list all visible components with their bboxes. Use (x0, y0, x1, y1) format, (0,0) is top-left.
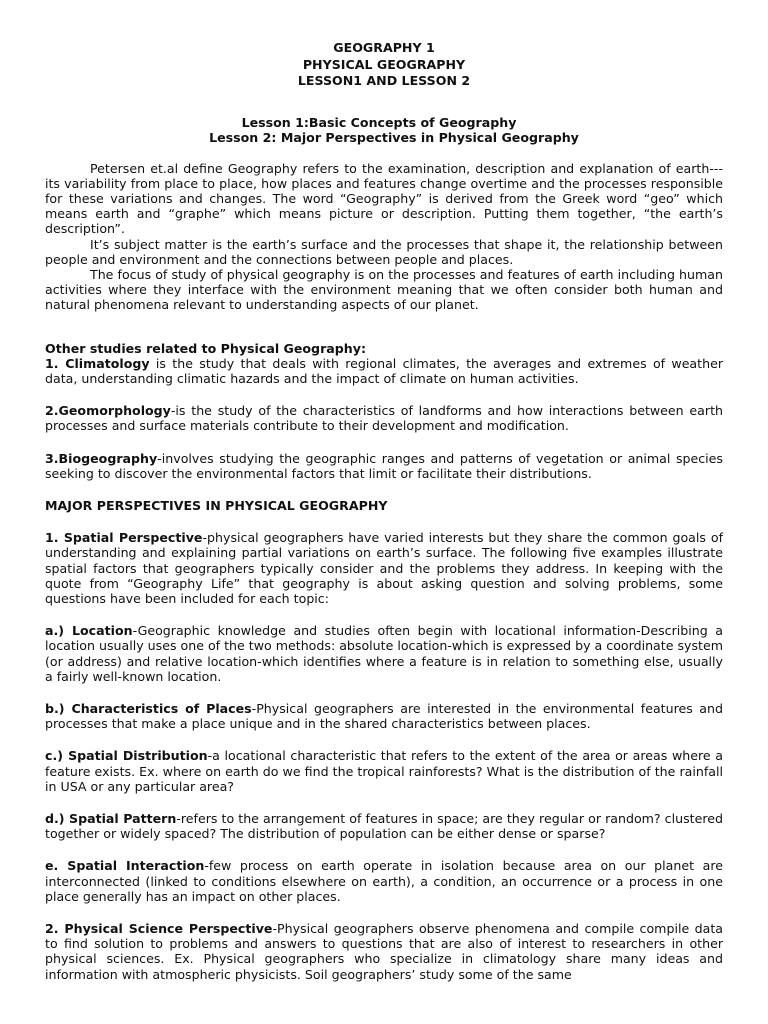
subject-title: PHYSICAL GEOGRAPHY (302, 56, 466, 72)
intro-paragraph-1: Petersen et.al define Geography refers to the examination, description and explanation of earth---its variability from place to place, how places and features change overtime and the processes responsible for these variations and changes. The word “Geography” is derived from the Greek word “geo” which means earth and “graphe” which means picture or description. Putting them together, “the earth’s description”. (45, 160, 723, 237)
subitem-text: -refers to the arrangement of features in space; are they regular or random? clustered together or widely spaced? The distribution of population can be either dense or sparse? (45, 811, 723, 842)
lesson-1-title: Lesson 1:Basic Concepts of Geography (241, 114, 517, 130)
course-title: GEOGRAPHY 1 (333, 40, 435, 55)
subitem-spatial-pattern (45, 811, 723, 841)
subitem-text: -Physical geographers are interested in the environmental features and processes that make a place unique and in the shared characteristics between places. (45, 700, 723, 732)
perspective-text: -physical geographers have varied interests but they share the common goals of understanding and explaining partial variations on earth’s surface. The following five examples illustrate spatial factors that geographers typically consider and the problems they address. In keeping with the quote from “Geography Life” that geography is about asking question and solving problems, some questions have been included for each topic: (45, 530, 724, 606)
perspective-term: 1. Spatial Perspective (45, 530, 203, 546)
intro-section (45, 161, 723, 313)
subitem-text: -few process on earth operate in isolation because area on our planet are interconnected (linked to conditions elsewhere on earth), a condition, an occurrence or a process in one place generally has an impact on other places. (45, 858, 723, 904)
related-term: 1. Climatology (45, 355, 150, 371)
document-header (45, 40, 723, 90)
perspective-text: -Physical geographers observe phenomena and compile compile data to find solution to problems and answers to questions that are also of interest to researchers in other physical sciences. Ex. Physical geographers who specialize in climatology share many ideas and information with atmospheric physicists. Soil geographers’ study some of the same (45, 921, 724, 982)
subitem-term: Spatial Interaction (67, 858, 205, 874)
intro-paragraph-2: It’s subject matter is the earth’s surface and the processes that shape it, the relationship between people and environment and the connections between people and places. (45, 236, 723, 267)
subitem-text: -a locational characteristic that refers to the extent of the area or areas where a feature exists. Ex. where on earth do we find the tropical rainforests? What is the distribution of the rainfall in USA or any particular area? (45, 748, 724, 794)
related-term: 2.Geomorphology (45, 403, 171, 419)
lessons-title: LESSON1 AND LESSON 2 (297, 73, 471, 88)
related-text: -is the study of the characteristics of landforms and how interactions between earth processes and surface materials contribute to their development and modification. (45, 403, 723, 434)
subitem-characteristics (45, 701, 723, 731)
perspectives-section (45, 498, 723, 982)
related-item-climatology (45, 356, 723, 386)
subitem-location (45, 623, 723, 684)
subitem-spatial-interaction (45, 858, 723, 904)
perspectives-heading: MAJOR PERSPECTIVES IN PHYSICAL GEOGRAPHY (45, 497, 388, 513)
spatial-perspective-paragraph (45, 530, 723, 606)
subitem-prefix: a.) (45, 623, 72, 639)
subitem-prefix: d.) (45, 811, 70, 826)
subitem-term: Characteristics of Places (71, 700, 252, 716)
physical-science-perspective-paragraph (45, 921, 723, 982)
subitem-term: Spatial Distribution (68, 748, 208, 764)
related-text: -involves studying the geographic ranges and patterns of vegetation or animal species seeking to discover the environmental factors that limit or facilitate their distributions. (45, 450, 723, 481)
subitem-spatial-distribution (45, 748, 723, 794)
lesson-titles (45, 115, 723, 146)
perspective-term: 2. Physical Science Perspective (45, 921, 273, 937)
lesson-2-title: Lesson 2: Major Perspectives in Physical Geography (209, 130, 579, 145)
subitem-prefix: c.) (45, 748, 69, 764)
related-text: is the study that deals with regional climates, the averages and extremes of weather data, understanding climatic hazards and the impact of climate on human activities. (45, 355, 723, 386)
intro-paragraph-3: The focus of study of physical geography is on the processes and features of earth including human activities where they interface with the environment meaning that we often consider both human and natural phenomena relevant to understanding aspects of our planet. (45, 266, 723, 313)
related-term: 3.Biogeography (45, 450, 158, 466)
subitem-term: Location (71, 623, 133, 639)
related-item-geomorphology (45, 403, 723, 433)
subitem-term: Spatial Pattern (69, 811, 177, 826)
related-studies-heading: Other studies related to Physical Geography: (45, 340, 367, 356)
subitem-text: -Geographic knowledge and studies often begin with locational information-Describing a location usually uses one of the two methods: absolute location-which is expressed by a coordinate system (or address) and relative location-which identifies where a feature is in relation to something else, usually a fairly well-known location. (45, 623, 723, 684)
related-studies-section (45, 341, 723, 481)
subitem-prefix: e. (45, 858, 68, 874)
subitem-prefix: b.) (45, 700, 72, 716)
related-item-biogeography (45, 451, 723, 481)
